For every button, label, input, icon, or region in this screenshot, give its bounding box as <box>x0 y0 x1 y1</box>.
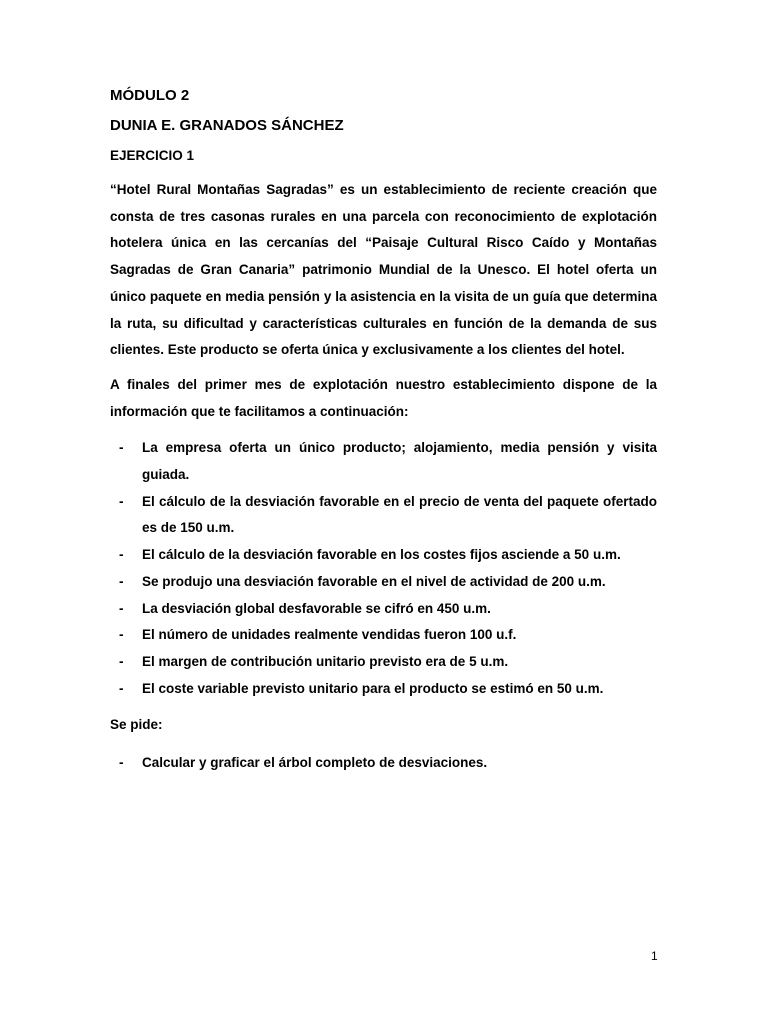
dash-marker: - <box>119 573 124 589</box>
ask-list <box>110 750 657 777</box>
ask-label: Se pide: <box>110 717 163 733</box>
list-item-text: Se produjo una desviación favorable en el nivel de actividad de 200 u.m. <box>142 573 606 589</box>
dash-marker: - <box>119 627 124 643</box>
list-item <box>110 649 657 676</box>
list-item <box>110 489 657 542</box>
dash-marker: - <box>119 600 124 616</box>
dash-marker: - <box>119 680 124 696</box>
list-item-text: La desviación global desfavorable se cifró en 450 u.m. <box>142 600 491 616</box>
document-page <box>110 84 657 777</box>
dash-marker: - <box>119 547 124 563</box>
info-paragraph: A finales del primer mes de explotación nuestro establecimiento dispone de la información que te facilitamos a continuación: <box>110 376 657 419</box>
dash-marker: - <box>119 493 124 509</box>
list-item-text: Calcular y graficar el árbol completo de desviaciones. <box>142 755 488 771</box>
data-list <box>110 435 657 702</box>
dash-marker: - <box>119 440 124 456</box>
author-name: DUNIA E. GRANADOS SÁNCHEZ <box>110 117 344 134</box>
list-item-text: El cálculo de la desviación favorable en los costes fijos asciende a 50 u.m. <box>142 547 621 563</box>
list-item-text: La empresa oferta un único producto; alojamiento, media pensión y visita guiada. <box>142 440 657 483</box>
dash-marker: - <box>119 755 124 771</box>
list-item-text: El margen de contribución unitario previsto era de 5 u.m. <box>142 653 509 669</box>
list-item-text: El número de unidades realmente vendidas fueron 100 u.f. <box>142 627 517 643</box>
list-item <box>110 596 657 623</box>
list-item <box>110 676 657 703</box>
list-item <box>110 622 657 649</box>
exercise-heading: EJERCICIO 1 <box>110 148 195 163</box>
intro-paragraph: “Hotel Rural Montañas Sagradas” es un establecimiento de reciente creación que consta de tres casonas rurales en una parcela con reconocimiento de explotación hotelera única en las cercanías del “Paisaje Cultural Risco Caído y Montañas Sagradas de Gran Canaria” patrimonio Mundial de la Unesco. El hotel oferta un único paquete en media pensión y la asistencia en la visita de un guía que determina la ruta, su dificultad y características culturales en función de la demanda de sus clientes. Este producto se oferta única y exclusivamente a los clientes del hotel. <box>110 182 657 358</box>
list-item <box>110 542 657 569</box>
list-item <box>110 750 657 777</box>
page-number: 1 <box>651 949 658 963</box>
list-item-text: El coste variable previsto unitario para el producto se estimó en 50 u.m. <box>142 680 604 696</box>
list-item-text: El cálculo de la desviación favorable en el precio de venta del paquete ofertado es de 150 u.m. <box>142 493 657 536</box>
list-item <box>110 435 657 488</box>
dash-marker: - <box>119 653 124 669</box>
module-title: MÓDULO 2 <box>110 87 190 104</box>
list-item <box>110 569 657 596</box>
